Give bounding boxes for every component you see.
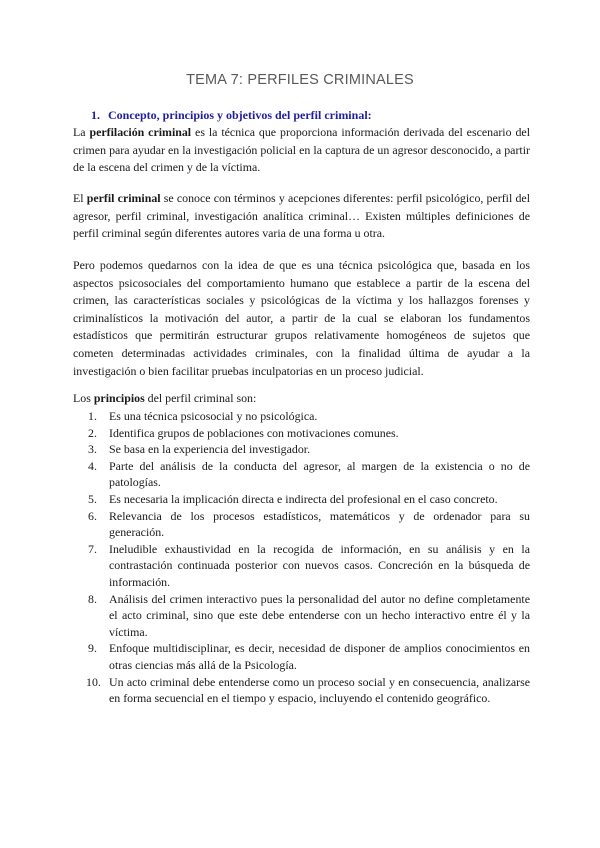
list-item-text: Es necesaria la implicación directa e indirecta del profesional en el caso concreto. (109, 491, 498, 506)
paragraph-text: del perfil criminal son: (144, 391, 257, 405)
list-item-text: Un acto criminal debe entenderse como un proceso social y en consecuencia, analizarse en forma secuencial en el tiempo y espacio, incluyendo el contenido geográfico. (109, 674, 530, 706)
list-item-number: 8. (88, 591, 97, 606)
paragraph-bold-term: perfil criminal (86, 191, 161, 205)
paragraph-bold-term: perfilación criminal (89, 125, 192, 139)
list-item-text: Relevancia de los procesos estadísticos, matemáticos y de ordenador para su generación. (109, 508, 530, 540)
list-item (73, 541, 530, 591)
list-item (73, 508, 530, 541)
list-item-number: 3. (88, 442, 97, 457)
list-item (73, 491, 530, 508)
page-title: TEMA 7: PERFILES CRIMINALES (186, 72, 414, 88)
list-item (73, 591, 530, 641)
list-item-number: 2. (88, 425, 97, 440)
section-heading (91, 108, 372, 123)
paragraph-terms (73, 190, 530, 243)
list-item-text: Análisis del crimen interactivo pues la personalidad del autor no define completamente el acto criminal, sino que este debe entenderse con un hecho interactivo entre él y la víctima. (109, 591, 530, 639)
list-item-number: 4. (88, 458, 97, 473)
list-item (73, 640, 530, 673)
paragraph-text: se conoce con términos y acepciones diferentes: perfil psicológico, perfil del agresor, perfil criminal, investigación analítica criminal… Existen múltiples definiciones de perfil criminal según diferentes autores varia de una forma u otra. (73, 191, 530, 241)
paragraph-bold-term: principios (93, 391, 145, 405)
list-item-text: Parte del análisis de la conducta del agresor, al margen de la existencia o no de patologías. (109, 458, 530, 490)
list-item (73, 441, 530, 458)
list-item (73, 458, 530, 491)
list-item-number: 10. (86, 674, 101, 689)
paragraph-lead: La (73, 125, 90, 139)
list-item-number: 6. (88, 508, 97, 523)
list-item-number: 7. (88, 541, 97, 556)
paragraph-lead: El (73, 191, 87, 205)
list-item (73, 425, 530, 442)
paragraph-text: es la técnica que proporciona información derivada del escenario del crimen para ayudar en la investigación policial en la captura de un agresor desconocido, a partir de la escena del crimen y de la víctima. (73, 125, 530, 175)
paragraph-technique: Pero podemos quedarnos con la idea de que es una técnica psicológica que, basada en los aspectos psicosociales del comportamiento humano que establece a partir de la escena del crimen, las características sociales y psicológicas de la víctima y los hallazgos forenses y criminalísticos la motivación del autor, a partir de la cual se elaboran los fundamentos estadísticos que permitirán estructurar grupos relativamente homogéneos de sujetos que cometen determinadas actividades criminales, con la finalidad última de ayudar a la investigación o bien facilitar pruebas inculpatorias en un proceso judicial. (73, 258, 530, 378)
list-item (73, 408, 530, 425)
section-number: 1. (91, 108, 100, 122)
list-item-text: Es una técnica psicosocial y no psicológica. (109, 409, 318, 423)
list-item-text: Enfoque multidisciplinar, es decir, necesidad de disponer de amplios conocimientos en otras ciencias más allá de la Psicología. (109, 641, 530, 672)
paragraph-lead: Los (73, 391, 94, 405)
principles-list (73, 408, 530, 707)
list-item (73, 674, 530, 707)
list-item-text: Identifica grupos de poblaciones con motivaciones comunes. (109, 425, 399, 440)
paragraph-definition (73, 124, 530, 177)
section-heading-text: Concepto, principios y objetivos del perfil criminal: (108, 108, 372, 122)
list-item-number: 5. (88, 491, 97, 506)
list-item-text: Se basa en la experiencia del investigador. (109, 442, 311, 457)
paragraph-principles-intro (73, 390, 530, 408)
list-item-text: Ineludible exhaustividad en la recogida de información, en su análisis y en la contrastación continuada posterior con nuevos casos. Concreción en la búsqueda de información. (109, 541, 530, 589)
list-item-number: 1. (88, 409, 97, 423)
list-item-number: 9. (88, 641, 97, 656)
